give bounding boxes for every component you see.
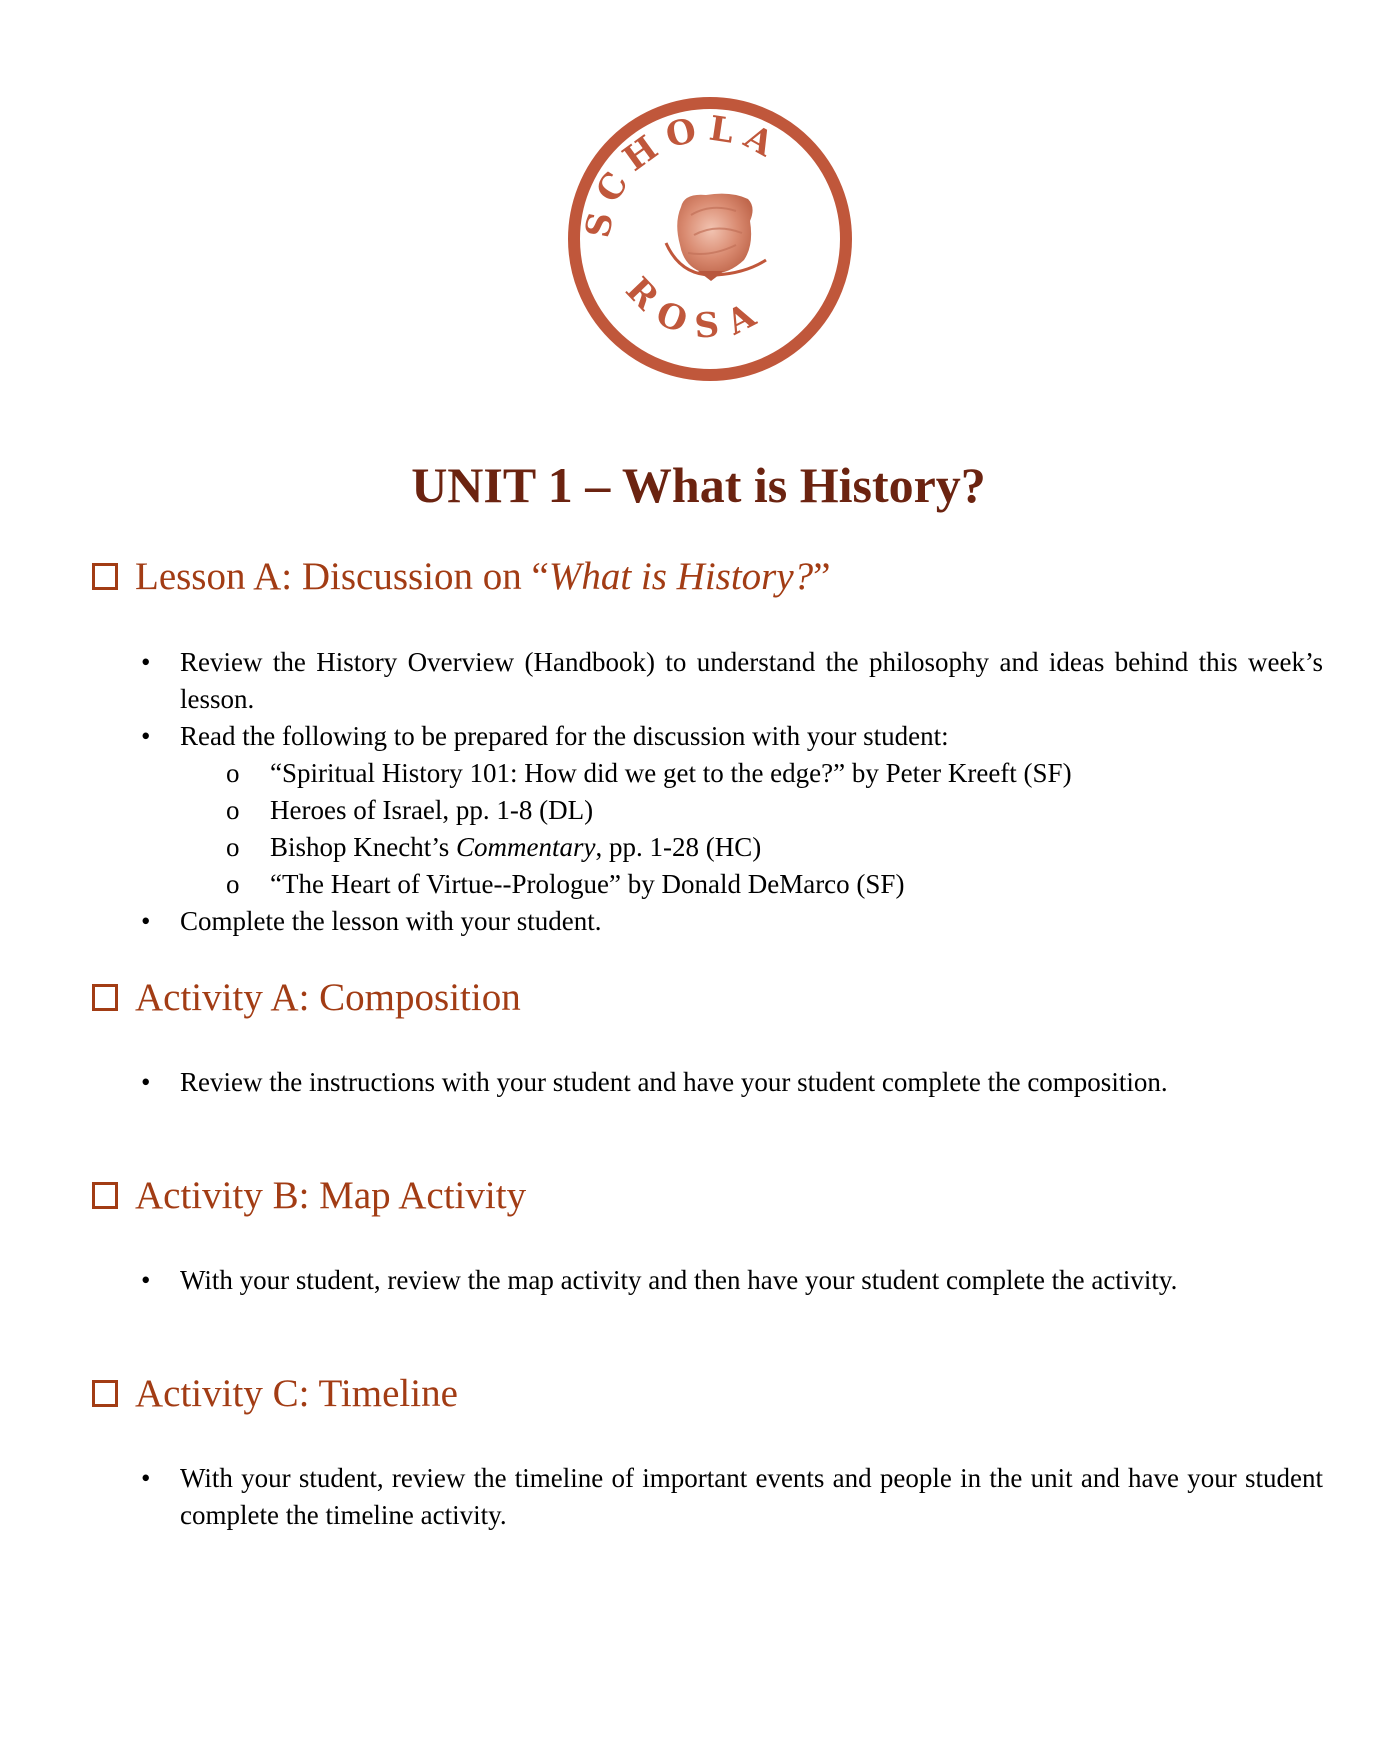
sub-bullet-icon: o (226, 869, 240, 899)
section-heading-activity-a (92, 975, 521, 1021)
checkbox-lesson-a[interactable] (92, 563, 118, 590)
list-item (0, 1064, 1397, 1101)
bullet-icon: • (141, 721, 151, 751)
sub-bullet-icon: o (226, 758, 240, 788)
sub-list-item (0, 866, 1397, 903)
activity-b-list (0, 1262, 1397, 1299)
list-item (0, 718, 1397, 755)
logo-top-text: SCHOLA (577, 108, 789, 241)
checkbox-activity-c[interactable] (92, 1380, 118, 1407)
list-item (0, 644, 1397, 718)
section-heading-activity-b (92, 1173, 526, 1219)
sub-list-item (0, 829, 1397, 866)
list-item (0, 1262, 1397, 1299)
list-item-text: Review the instructions with your student and have your student complete the composition. (180, 1067, 1168, 1097)
page-title: UNIT 1 – What is History? (411, 457, 986, 513)
sub-list-item-text: “The Heart of Virtue--Prologue” by Donald DeMarco (SF) (270, 869, 905, 899)
sub-list-item-text: Heroes of Israel, pp. 1-8 (DL) (270, 795, 594, 825)
section-heading-lesson-a (92, 554, 830, 600)
bullet-icon: • (141, 1067, 151, 1097)
list-item (0, 1460, 1397, 1534)
list-item-text: With your student, review the map activity and then have your student complete the activity. (180, 1265, 1178, 1295)
sub-list-item (0, 792, 1397, 829)
heading-text: Activity C: Timeline (135, 1372, 458, 1415)
heading-suffix: ” (813, 555, 831, 598)
heading-italic-text: What is History? (548, 555, 814, 598)
list-item-text: Complete the lesson with your student. (180, 906, 602, 936)
list-item-text: Review the History Overview (Handbook) to understand the philosophy and ideas behind this week’s lesson. (180, 647, 1323, 714)
rose-icon (666, 194, 766, 281)
bullet-icon: • (141, 906, 151, 936)
heading-text: Lesson A: Discussion on “ (135, 555, 549, 598)
heading-text: Activity B: Map Activity (135, 1174, 527, 1217)
sub-list-item-text: “Spiritual History 101: How did we get to the edge?” by Peter Kreeft (SF) (270, 758, 1072, 788)
activity-c-list (0, 1460, 1397, 1534)
heading-text: Activity A: Composition (135, 976, 521, 1019)
bullet-icon: • (141, 1463, 151, 1493)
list-item-text: With your student, review the timeline of important events and people in the unit and have your student complete the timeline activity. (180, 1463, 1323, 1530)
sub-bullet-icon: o (226, 795, 240, 825)
logo-bottom-text: ROSA (617, 269, 775, 347)
sub-list-item (0, 755, 1397, 792)
book-title: Commentary (456, 832, 596, 862)
sub-list-item-text (270, 829, 1397, 866)
text-part: Bishop Knecht’s (270, 832, 456, 862)
sub-bullet-icon: o (226, 832, 240, 862)
bullet-icon: • (141, 1265, 151, 1295)
section-heading-activity-c (92, 1371, 458, 1417)
schola-rosa-logo (566, 95, 854, 383)
bullet-icon: • (141, 647, 151, 677)
lesson-a-list (0, 644, 1397, 940)
text-part: , pp. 1-28 (HC) (595, 832, 762, 862)
activity-a-list (0, 1064, 1397, 1101)
checkbox-activity-a[interactable] (92, 984, 118, 1011)
list-item (0, 903, 1397, 940)
list-item-text: Read the following to be prepared for the discussion with your student: (180, 721, 949, 751)
checkbox-activity-b[interactable] (92, 1182, 118, 1209)
